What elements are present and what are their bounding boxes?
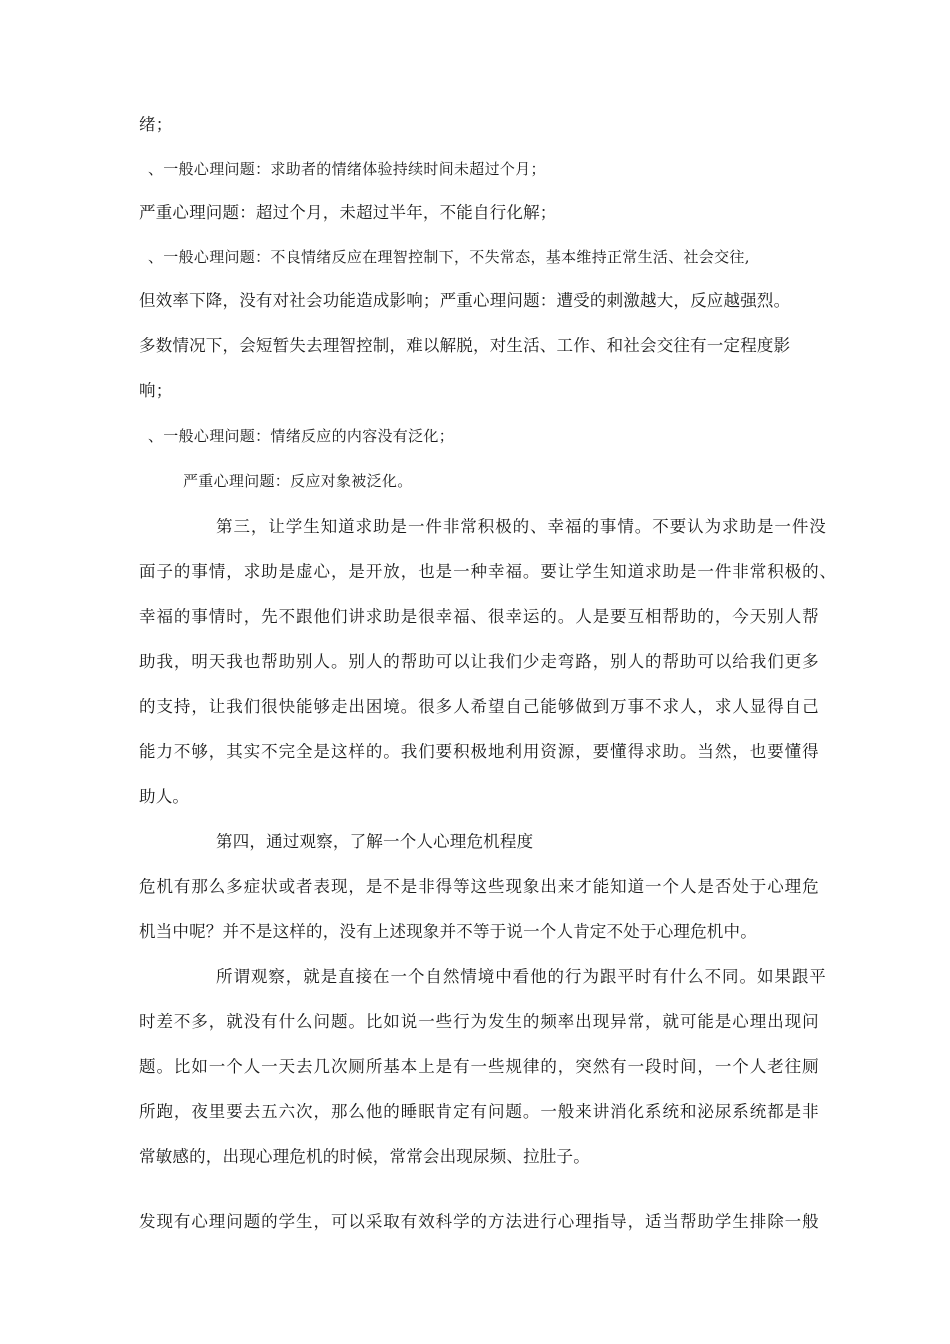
text-line: 所谓观察，就是直接在一个自然情境中看他的行为跟平时有什么不同。如果跟平 bbox=[216, 967, 827, 986]
text-line: 多数情况下，会短暂失去理智控制，难以解脱，对生活、工作、和社会交往有一定程度影 bbox=[139, 336, 791, 355]
text-line: 所跑，夜里要去五六次，那么他的睡眠肯定有问题。一般来讲消化系统和泌尿系统都是非 bbox=[139, 1102, 820, 1121]
text-line: 第三，让学生知道求助是一件非常积极的、幸福的事情。不要认为求助是一件没 bbox=[216, 517, 827, 536]
text-line: 绪； bbox=[139, 115, 173, 134]
section-heading: 第四，通过观察，了解一个人心理危机程度 bbox=[216, 832, 534, 851]
text-line: 但效率下降，没有对社会功能造成影响；严重心理问题：遭受的刺激越大，反应越强烈。 bbox=[139, 291, 791, 310]
text-line: 严重心理问题：超过个月，未超过半年，不能自行化解； bbox=[139, 203, 557, 222]
text-line: 发现有心理问题的学生，可以采取有效科学的方法进行心理指导，适当帮助学生排除一般 bbox=[139, 1212, 820, 1231]
text-line: 能力不够，其实不完全是这样的。我们要积极地利用资源，要懂得求助。当然，也要懂得 bbox=[139, 742, 820, 761]
text-line: 响； bbox=[139, 381, 173, 400]
text-line: 助人。 bbox=[139, 787, 190, 806]
text-line: 严重心理问题：反应对象被泛化。 bbox=[183, 472, 413, 490]
text-line: 、一般心理问题：求助者的情绪体验持续时间未超过个月； bbox=[148, 160, 546, 178]
text-line: 时差不多，就没有什么问题。比如说一些行为发生的频率出现异常，就可能是心理出现问 bbox=[139, 1012, 820, 1031]
text-line: 助我，明天我也帮助别人。别人的帮助可以让我们少走弯路，别人的帮助可以给我们更多 bbox=[139, 652, 820, 671]
text-line: 机当中呢？并不是这样的，没有上述现象并不等于说一个人肯定不处于心理危机中。 bbox=[139, 922, 757, 941]
text-line: 危机有那么多症状或者表现，是不是非得等这些现象出来才能知道一个人是否处于心理危 bbox=[139, 877, 820, 896]
text-line: 常敏感的，出现心理危机的时候，常常会出现尿频、拉肚子。 bbox=[139, 1147, 590, 1166]
text-line: 题。比如一个人一天去几次厕所基本上是有一些规律的，突然有一段时间，一个人老往厕 bbox=[139, 1057, 820, 1076]
text-line: 面子的事情，求助是虚心，是开放，也是一种幸福。要让学生知道求助是一件非常积极的、 bbox=[139, 562, 837, 581]
text-line: 幸福的事情时，先不跟他们讲求助是很幸福、很幸运的。人是要互相帮助的，今天别人帮 bbox=[139, 607, 820, 626]
text-line: 的支持，让我们很快能够走出困境。很多人希望自己能够做到万事不求人，求人显得自己 bbox=[139, 697, 820, 716]
text-line: 、一般心理问题：情绪反应的内容没有泛化； bbox=[148, 427, 455, 445]
text-line: 、一般心理问题：不良情绪反应在理智控制下，不失常态，基本维持正常生活、社会交往, bbox=[148, 248, 750, 266]
